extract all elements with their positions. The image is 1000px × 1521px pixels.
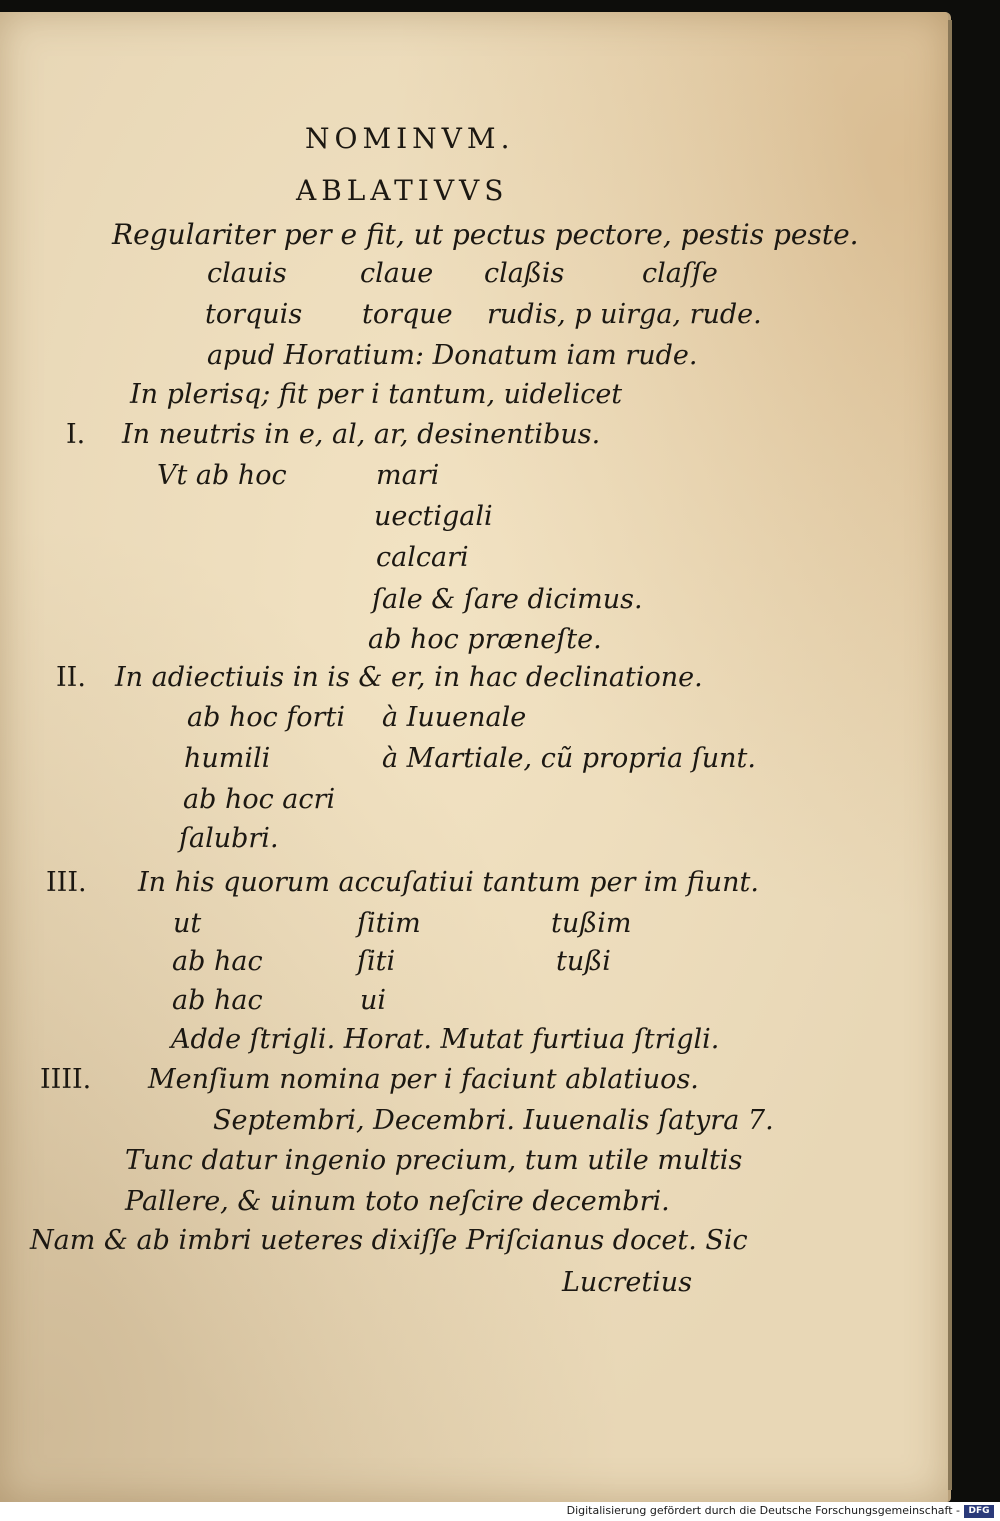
reference-line: Septembri, Decembri. Iuuenalis ſatyra 7. [213,1105,774,1136]
example-word: ab hoc præneſte. [368,624,602,655]
verse-line: Tunc datur ingenio precium, tum utile multis [125,1145,743,1176]
example-word: tußim [551,908,632,939]
example-word: ab hac [172,946,263,977]
example-word: uectigali [374,501,493,532]
example-word: mari [376,460,440,491]
plerisque-line: In plerisq; fit per i tantum, uidelicet [130,379,623,410]
example-word: torque [362,299,453,330]
example-word: claßis [484,258,565,289]
section-text: In neutris in e, al, ar, desinentibus. [122,419,601,450]
example-word: à Martiale, cũ propria ſunt. [382,743,756,774]
page-edge [948,20,952,1490]
example-word: claſſe [642,258,718,289]
example-word: ſitim [357,908,421,939]
section-text: In adiectiuis in is & er, in hac declinatione. [115,662,703,693]
section-numeral: II. [56,662,86,693]
example-word: ab hoc acri [183,784,336,815]
section-text: In his quorum accuſatiui tantum per im fiunt. [138,867,759,898]
example-word: ui [360,985,387,1016]
section-numeral: IIII. [40,1064,92,1095]
example-lead: Vt ab hoc [157,460,287,491]
example-word: claue [360,258,434,289]
catchword: Lucretius [562,1267,693,1298]
verse-line: Pallere, & uinum toto neſcire decembri. [125,1186,670,1217]
rule-line: Regulariter per e fit, ut pectus pectore, pestis peste. [112,218,859,251]
footer-bar [0,1502,1000,1521]
dfg-logo: DFG [964,1505,994,1518]
section-text: Menſium nomina per i faciunt ablatiuos. [148,1064,699,1095]
example-word: ſiti [357,946,396,977]
example-word: ab hac [172,985,263,1016]
example-word: ſale & ſare dicimus. [372,584,643,615]
adde-line: Adde ſtrigli. Horat. Mutat furtiua ſtrigli. [171,1024,720,1055]
example-word: tußi [556,946,611,977]
example-word: à Iuuenale [382,702,527,733]
example-word: ab hoc forti [187,702,345,733]
closing-line: Nam & ab imbri ueteres dixiſſe Priſcianus docet. Sic [30,1225,748,1256]
example-word: ſalubri. [179,823,279,854]
section-numeral: III. [46,867,87,898]
book-page [0,12,951,1502]
footer-credit: Digitalisierung gefördert durch die Deutsche Forschungsgemeinschaft - [566,1504,960,1517]
section-numeral: I. [66,419,86,450]
example-word: rudis, p uirga, rude. [487,299,762,330]
example-word: calcari [376,542,469,573]
example-word: torquis [205,299,303,330]
example-word: clauis [207,258,287,289]
example-word: humili [184,743,271,774]
section-heading: ABLATIVVS [296,174,509,207]
horace-line: apud Horatium: Donatum iam rude. [207,340,698,371]
example-word: ut [173,908,202,939]
page-heading: NOMINVM. [305,122,515,155]
